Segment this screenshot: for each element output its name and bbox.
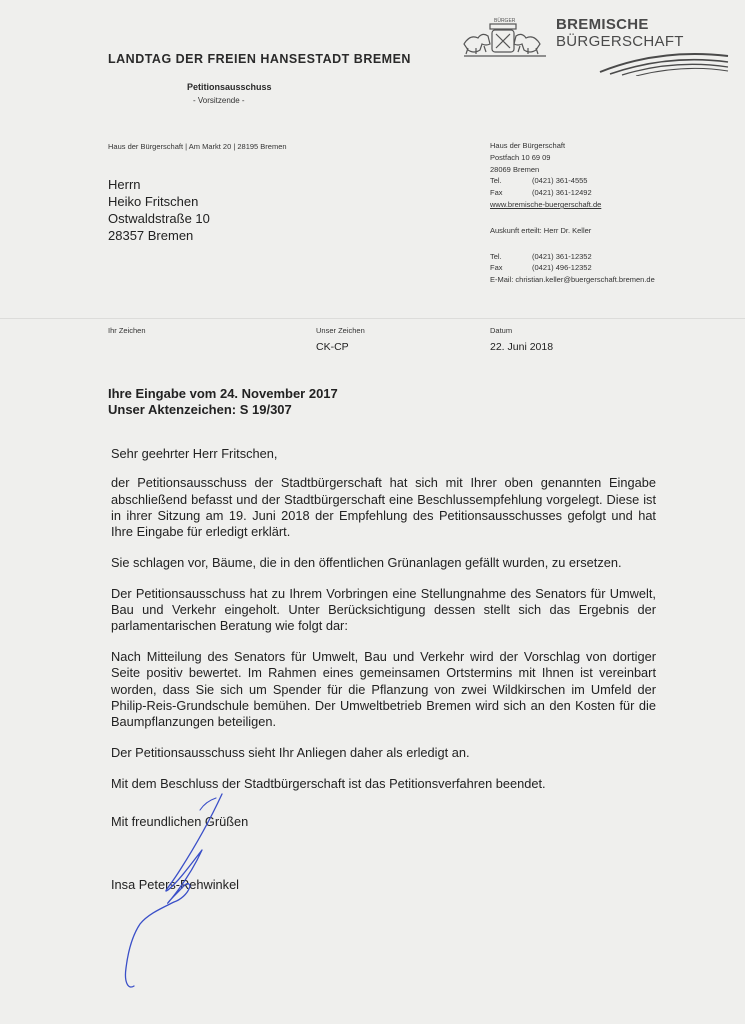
contact-person: Auskunft erteilt: Herr Dr. Keller — [490, 225, 592, 235]
subject-block — [108, 386, 338, 418]
your-ref-label: Ihr Zeichen — [108, 326, 146, 335]
date-value: 22. Juni 2018 — [490, 341, 554, 353]
signer-name: Insa Peters-Rehwinkel — [111, 877, 240, 892]
contact-fax-label: Fax — [490, 263, 503, 273]
coat-of-arms-icon — [464, 24, 546, 56]
paragraph-1: der Petitionsausschuss der Stadtbürgerschaft hat sich mit Ihrer oben genannten Eingabe abschließend befasst und der Stadtbürgerschaft eine Beschlussempfehlung vorgelegt. Diese ist in ihrer Sitzung am 19. Juni 2018 der Empfehlung des Petitionsausschusses gefolgt und hat Ihre Eingabe für erledigt erklärt. — [111, 475, 656, 540]
institution-name: LANDTAG DER FREIEN HANSESTADT BREMEN — [108, 52, 411, 66]
sender-fax-row — [490, 187, 655, 199]
contact-tel-row — [490, 251, 655, 263]
contact-tel: (0421) 361-12352 — [532, 251, 592, 261]
contact-email[interactable]: E-Mail: christian.keller@buergerschaft.bremen.de — [490, 275, 655, 285]
paragraph-5: Der Petitionsausschuss sieht Ihr Anliegen daher als erledigt an. — [111, 745, 470, 761]
sender-website-link[interactable]: www.bremische-buergerschaft.de — [490, 199, 602, 209]
sender-tel: (0421) 361-4555 — [532, 176, 588, 186]
paragraph-4: Nach Mitteilung des Senators für Umwelt, Bau und Verkehr wird der Vorschlag von dortiger Seite positiv bewertet. Im Rahmen eines gemeinsamen Ortstermins mit Ihnen ist vereinbart worden, dass Sie sich um Spender für die Pflanzung von zwei Wildkirschen im Umfeld der Philip-Reis-Grundschule bemühen. Der Umweltbetrieb Bremen wird sich an den Kosten für die Baumpflanzungen beteiligen. — [111, 649, 656, 730]
sender-info — [490, 140, 655, 286]
contact-fax-row — [490, 262, 655, 274]
closing-regards: Mit freundlichen Grüßen — [111, 814, 249, 829]
recipient-name: Heiko Fritschen — [108, 194, 199, 209]
paragraph-2: Sie schlagen vor, Bäume, die in den öffentlichen Grünanlagen gefällt wurden, zu ersetzen. — [111, 554, 622, 570]
sender-tel-label: Tel. — [490, 176, 502, 186]
subject-line1: Ihre Eingabe vom 24. November 2017 — [108, 386, 338, 401]
sender-tel-row — [490, 175, 655, 187]
paragraph-3: Der Petitionsausschuss hat zu Ihrem Vorbringen eine Stellungnahme des Senators für Umwelt, Bau und Verkehr eingeholt. Unter Berücksichtigung dessen stellt sich das Ergebnis der parlamentarischen Beratung wie folgt dar: — [111, 585, 656, 634]
sender-house: Haus der Bürgerschaft — [490, 141, 566, 150]
letter-body — [111, 446, 656, 807]
recipient-city: 28357 Bremen — [108, 228, 194, 243]
logo-text-line2: BÜRGERSCHAFT — [556, 33, 684, 50]
paper-fold-line — [0, 318, 745, 319]
our-ref-value: CK-CP — [316, 341, 349, 353]
contact-fax: (0421) 496-12352 — [532, 263, 592, 273]
recipient-street: Ostwaldstraße 10 — [108, 211, 210, 226]
paragraph-6: Mit dem Beschluss der Stadtbürgerschaft ist das Petitionsverfahren beendet. — [111, 775, 546, 791]
our-ref-label: Unser Zeichen — [316, 326, 365, 335]
sender-city: 28069 Bremen — [490, 164, 540, 174]
committee-role: - Vorsitzende - — [193, 96, 245, 105]
recipient-address — [108, 176, 210, 244]
sender-postbox: Postfach 10 69 09 — [490, 152, 551, 162]
sender-fax-label: Fax — [490, 188, 503, 198]
seal-text: BÜRGER — [494, 18, 516, 24]
contact-tel-label: Tel. — [490, 251, 502, 261]
date-label: Datum — [490, 326, 513, 335]
logo-text-line1: BREMISCHE — [556, 16, 649, 33]
committee-name: Petitionsausschuss — [187, 82, 272, 92]
return-address: Haus der Bürgerschaft | Am Markt 20 | 28195 Bremen — [108, 142, 287, 151]
handwritten-signature — [110, 790, 245, 1000]
recipient-salutation: Herrn — [108, 177, 141, 192]
parliament-arc-icon — [600, 54, 728, 76]
sender-fax: (0421) 361-12492 — [532, 188, 592, 198]
subject-line2: Unser Aktenzeichen: S 19/307 — [108, 402, 292, 417]
greeting: Sehr geehrter Herr Fritschen, — [111, 446, 278, 461]
